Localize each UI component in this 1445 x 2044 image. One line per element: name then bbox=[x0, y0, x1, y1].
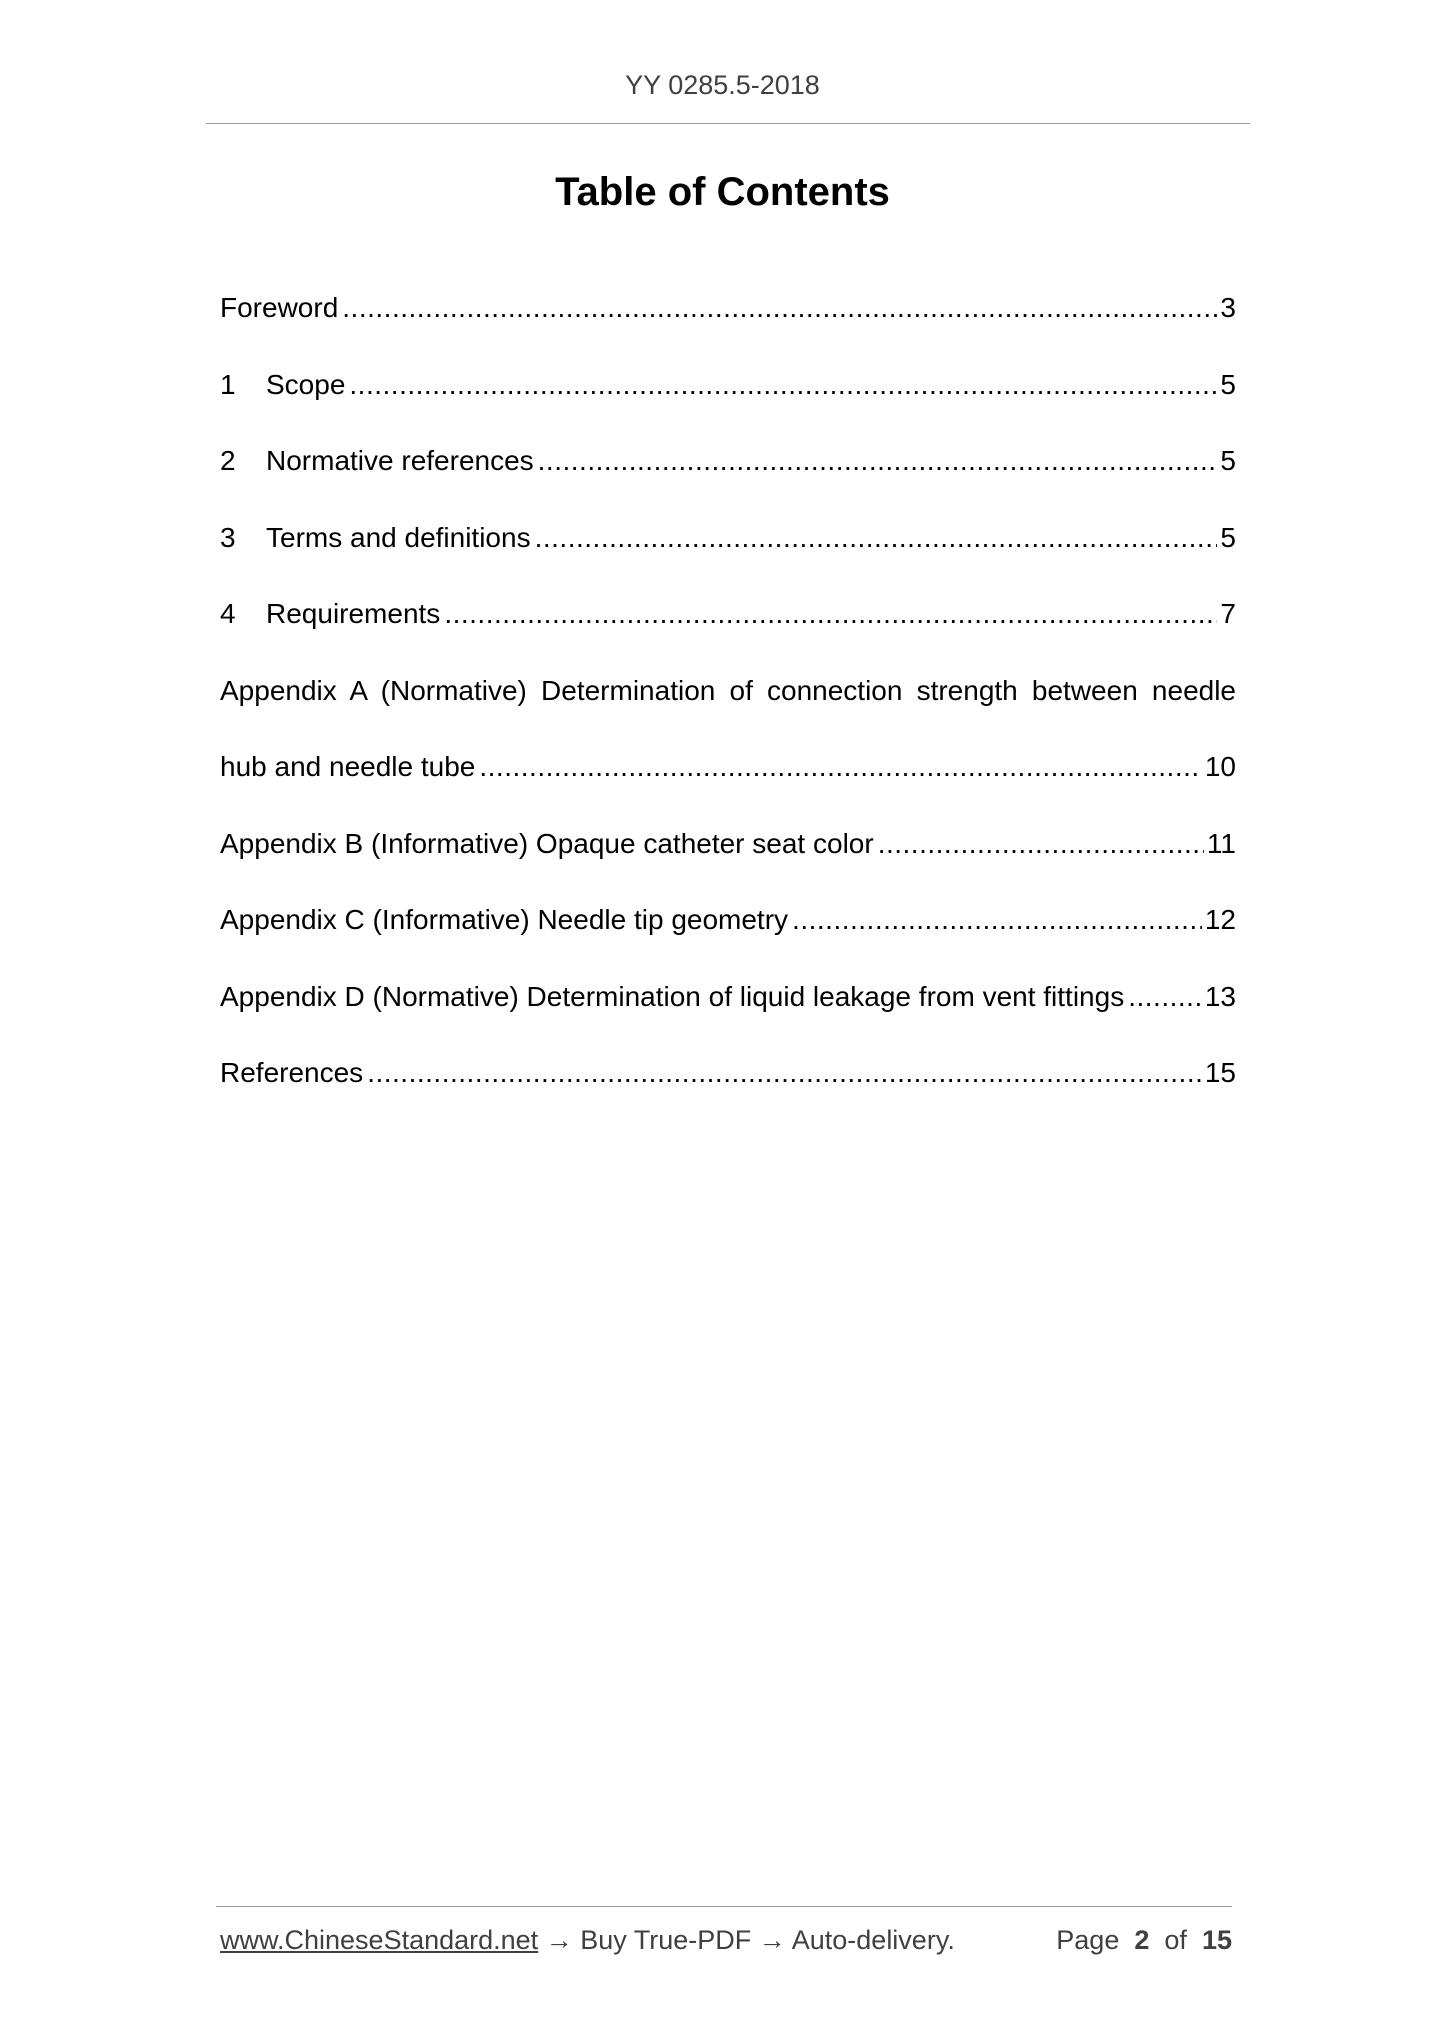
document-code: YY 0285.5-2018 bbox=[625, 70, 820, 100]
toc-entry-number: 3 bbox=[220, 521, 236, 553]
page-footer bbox=[220, 1925, 1232, 1956]
header-divider bbox=[206, 123, 1250, 124]
toc-entry-label: References bbox=[220, 1057, 364, 1088]
toc-entry-page: 5 bbox=[1220, 521, 1236, 553]
toc-entry-page: 7 bbox=[1220, 598, 1236, 629]
toc-entry-page: 5 bbox=[1220, 445, 1236, 476]
toc-entry-page: 13 bbox=[1204, 980, 1236, 1012]
toc-entry-appendix-a-continued[interactable] bbox=[220, 746, 1236, 823]
toc-entry-number: 4 bbox=[220, 598, 236, 629]
toc-leader-dots bbox=[444, 593, 1217, 635]
page-word: Page bbox=[1056, 1925, 1120, 1955]
toc-entry-label: Appendix D (Normative) Determination of liquid leakage from vent fittings bbox=[220, 980, 1125, 1012]
toc-leader-dots bbox=[342, 287, 1217, 329]
toc-entry-appendix-d[interactable] bbox=[220, 976, 1236, 1053]
page-indicator bbox=[1056, 1925, 1232, 1956]
toc-entry-page: 11 bbox=[1206, 827, 1236, 859]
toc-entry-references[interactable] bbox=[220, 1052, 1236, 1129]
toc-entry-label: Foreword bbox=[220, 292, 339, 323]
page-title: Table of Contents bbox=[555, 170, 890, 214]
toc-entry-requirements[interactable] bbox=[220, 593, 1236, 670]
toc-entry-page: 10 bbox=[1204, 751, 1236, 782]
website-link[interactable]: www.ChineseStandard.net bbox=[220, 1925, 539, 1955]
of-word: of bbox=[1164, 1925, 1187, 1955]
toc-entry-appendix-b[interactable] bbox=[220, 823, 1236, 900]
toc-leader-dots bbox=[792, 899, 1202, 941]
toc-entry-label: Appendix C (Informative) Needle tip geometry bbox=[220, 904, 789, 935]
toc-entry-label: Terms and definitions bbox=[266, 521, 531, 553]
toc-leader-dots bbox=[878, 823, 1204, 865]
toc-entry-label: Normative references bbox=[266, 445, 534, 476]
toc-entry-foreword[interactable] bbox=[220, 287, 1236, 364]
toc-entry-label: Appendix A (Normative) Determination of connection strength between needle bbox=[220, 674, 1236, 706]
toc-entry-normative-references[interactable] bbox=[220, 440, 1236, 517]
toc-entry-page: 5 bbox=[1220, 368, 1236, 400]
toc-leader-dots bbox=[535, 517, 1218, 559]
toc-entry-page: 15 bbox=[1204, 1057, 1236, 1088]
table-of-contents bbox=[220, 287, 1236, 1129]
toc-leader-dots bbox=[367, 1052, 1202, 1094]
toc-leader-dots bbox=[349, 364, 1217, 406]
footer-promo bbox=[220, 1925, 955, 1956]
toc-leader-dots bbox=[479, 746, 1201, 788]
toc-entry-appendix-a[interactable] bbox=[220, 670, 1236, 747]
toc-entry-scope[interactable] bbox=[220, 364, 1236, 441]
toc-entry-page: 12 bbox=[1204, 904, 1236, 935]
toc-entry-label: Scope bbox=[266, 368, 346, 400]
toc-entry-appendix-c[interactable] bbox=[220, 899, 1236, 976]
toc-entry-label: hub and needle tube bbox=[220, 751, 476, 782]
toc-entry-label: Requirements bbox=[266, 598, 441, 629]
toc-entry-number: 1 bbox=[220, 368, 236, 400]
footer-promo-text: → Buy True-PDF → Auto-delivery. bbox=[538, 1925, 955, 1955]
footer-divider bbox=[216, 1906, 1232, 1907]
current-page-number: 2 bbox=[1134, 1925, 1150, 1955]
toc-entry-number: 2 bbox=[220, 445, 236, 476]
toc-entry-label: Appendix B (Informative) Opaque catheter seat color bbox=[220, 827, 874, 859]
toc-entry-terms-and-definitions[interactable] bbox=[220, 517, 1236, 594]
toc-entry-page: 3 bbox=[1220, 292, 1236, 323]
toc-leader-dots bbox=[538, 440, 1218, 482]
toc-leader-dots bbox=[1128, 976, 1202, 1018]
total-pages-number: 15 bbox=[1201, 1925, 1232, 1955]
